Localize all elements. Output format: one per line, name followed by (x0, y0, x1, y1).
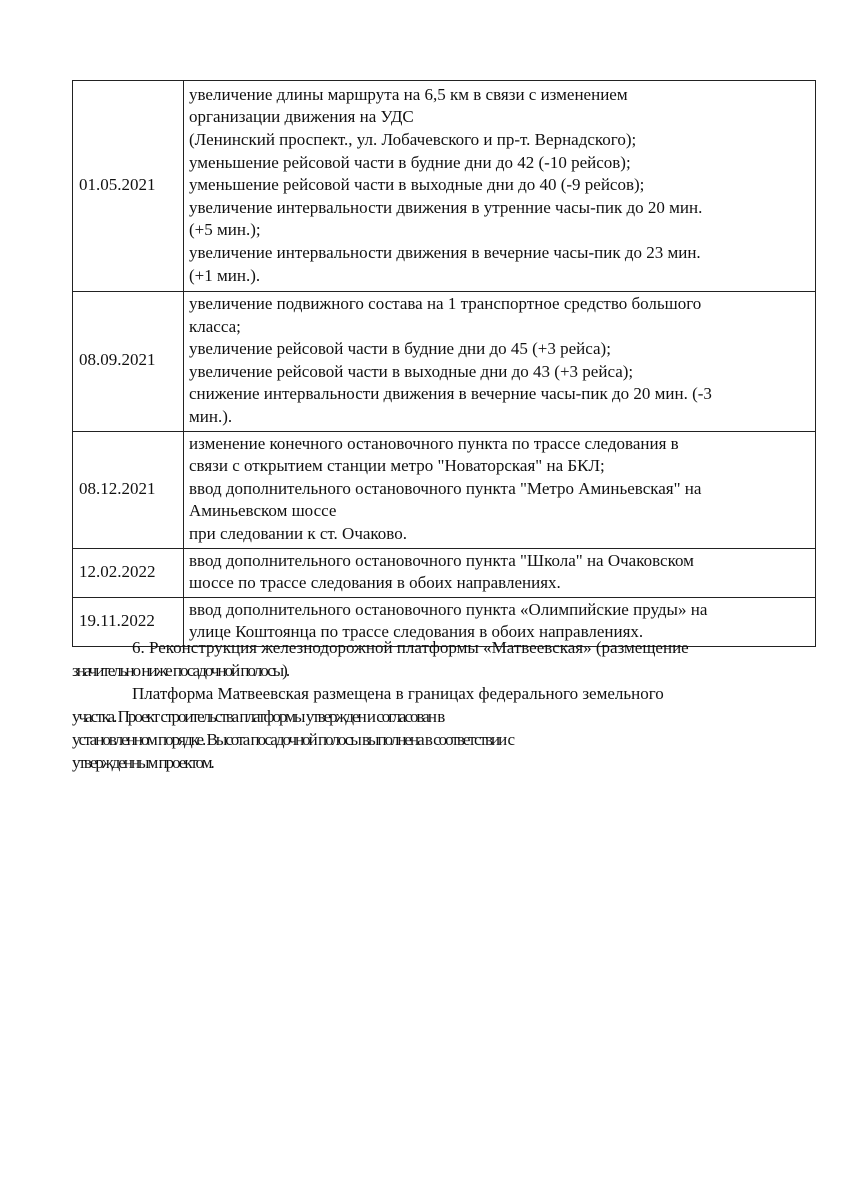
paragraph-line: установленном порядке. Высота посадочной полосы выполнена в соответствии с (72, 730, 513, 749)
description-line: класса; (189, 316, 241, 336)
paragraph-line: Платформа Матвеевская размещена в границах федерального земельного (132, 684, 664, 703)
paragraph-line: участка. Проект строительства платформы утвержден и согласован в (72, 707, 444, 726)
date-cell: 08.12.2021 (73, 431, 184, 548)
description-line: при следовании к ст. Очаково. (189, 523, 407, 543)
description-line: увеличение длины маршрута на 6,5 км в связи с изменением (189, 84, 628, 104)
date-cell: 01.05.2021 (73, 81, 184, 292)
table-row (73, 81, 816, 292)
description-line: увеличение рейсовой части в будние дни до 45 (+3 рейса); (189, 339, 611, 359)
description-line: мин.). (189, 406, 233, 426)
description-cell (184, 81, 816, 292)
description-line: увеличение интервальности движения в утренние часы-пик до 20 мин. (189, 197, 703, 217)
description-line: связи с открытием станции метро "Новаторская" на БКЛ; (189, 456, 605, 476)
description-line: увеличение подвижного состава на 1 транспортное средство большого (189, 294, 702, 313)
description-line: изменение конечного остановочного пункта по трассе следования в (189, 433, 679, 453)
description-line: уменьшение рейсовой части в выходные дни до 40 (-9 рейсов); (189, 175, 645, 195)
table-row (73, 548, 816, 597)
date-cell: 08.09.2021 (73, 292, 184, 432)
description-line: шоссе по трассе следования в обоих направлениях. (189, 573, 561, 593)
description-line: увеличение рейсовой части в выходные дни до 43 (+3 рейса); (189, 361, 634, 381)
description-line: ввод дополнительного остановочного пункта «Олимпийские пруды» на (189, 599, 708, 619)
date-cell: 12.02.2022 (73, 548, 184, 597)
description-line: (Ленинский проспект., ул. Лобачевского и пр-т. Вернадского); (189, 130, 637, 150)
description-line: увеличение интервальности движения в вечерние часы-пик до 23 мин. (189, 242, 701, 262)
table-row (73, 292, 816, 432)
description-line: уменьшение рейсовой части в будние дни до 42 (-10 рейсов); (189, 152, 631, 172)
paragraph-line: значительно ниже посадочной полосы). (72, 661, 289, 680)
description-line: улице Коштоянца по трассе следования в обоих направлениях. (189, 622, 644, 642)
description-cell (184, 292, 816, 432)
description-line: организации движения на УДС (189, 107, 414, 127)
paragraph-line: 6. Реконструкция железнодорожной платформы «Матвеевская» (размещение (132, 638, 689, 657)
description-line: (+5 мин.); (189, 220, 261, 240)
table-row (73, 431, 816, 548)
description-line: ввод дополнительного остановочного пункта "Метро Аминьевская" на (189, 478, 702, 498)
paragraph (72, 636, 816, 682)
description-line: снижение интервальности движения в вечерние часы-пик до 20 мин. (-3 (189, 384, 712, 404)
body-text (72, 636, 816, 774)
route-changes-table (72, 80, 816, 647)
description-cell (184, 431, 816, 548)
description-cell (184, 548, 816, 597)
description-line: Аминьевском шоссе (189, 501, 337, 521)
paragraph (72, 682, 816, 774)
description-line: (+1 мин.). (189, 265, 261, 285)
paragraph-line: утвержденным проектом. (72, 753, 213, 772)
date-cell: 19.11.2022 (73, 597, 184, 646)
description-line: ввод дополнительного остановочного пункта "Школа" на Очаковском (189, 550, 694, 570)
